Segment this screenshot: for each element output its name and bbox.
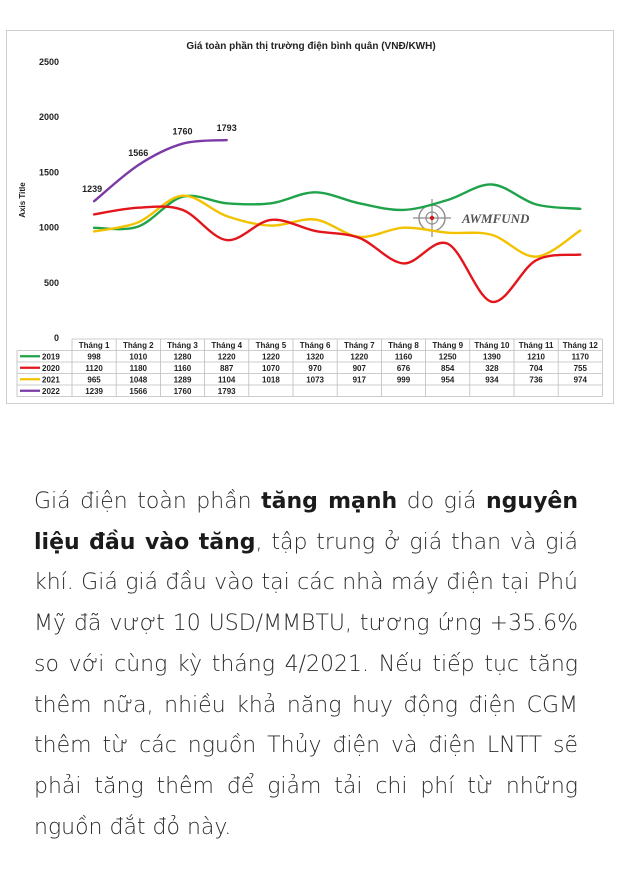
table-cell: 1220 [262,352,280,362]
table-header-cell: Tháng 10 [474,341,510,350]
table-cell: 965 [87,375,101,385]
table-cell: 1070 [262,363,280,373]
table-cell: 1793 [217,386,236,396]
table-header-cell: Tháng 9 [432,341,464,350]
table-cell: 1160 [173,363,192,373]
y-tick-label: 2500 [38,57,59,67]
table-cell: 974 [573,375,587,385]
data-label: 1566 [128,148,149,159]
table-cell: 1280 [173,352,192,362]
table-cell: 1160 [394,352,413,362]
table-cell: 1170 [571,352,589,362]
chart-container [6,30,614,404]
table-header-cell: Tháng 11 [518,341,554,350]
article-bold-2: nguyên liệu đầu vào tăng [34,489,578,555]
table-cell: 1180 [129,363,147,373]
data-label: 1239 [82,184,103,195]
table-cell: 755 [573,363,587,373]
table-cell: 1018 [262,375,280,385]
table-cell: 1104 [218,375,236,385]
y-axis-title: Axis Title [18,182,27,218]
table-cell: 676 [396,363,411,373]
article-bold-1: tăng mạnh [261,489,398,514]
table-cell: 1073 [306,375,324,385]
legend-label-2022: 2022 [42,386,60,396]
chart-title: Giá toàn phần thị trường điện bình quân (VNĐ/KWH) [186,41,436,52]
article-text-3: , tập trung ở giá than và giá khí. Giá giá đầu vào tại các nhà máy điện tại Phú Mỹ đã vượt 10 USD/MMBTU, tương ứng +35.6% so với cùng kỳ tháng 4/2021. Nếu tiếp tục tăng thêm nữa, nhiều khả năng huy động điện CGM thêm từ các nguồn Thủy điện và điện LNTT sẽ phải tăng thêm để giảm tải chi phí từ những nguồn đắt đỏ này. [34,529,578,840]
table-cell: 1010 [129,352,148,362]
table-header-cell: Tháng 6 [299,341,331,350]
article-text-2: do giá [397,489,486,514]
data-label: 1760 [172,126,193,137]
table-header-cell: Tháng 4 [211,341,243,350]
table-cell: 907 [352,363,366,373]
y-tick-label: 0 [53,333,59,343]
table-header-cell: Tháng 2 [122,341,154,350]
table-header-cell: Tháng 3 [167,341,198,350]
legend-label-2021: 2021 [42,375,60,385]
watermark-logo: AWMFUND [462,211,530,226]
y-tick-label: 500 [43,277,59,288]
y-tick-label: 1500 [38,167,59,178]
series-line-2022 [94,140,227,201]
table-cell: 1250 [438,352,457,362]
table-header-cell: Tháng 1 [78,341,110,350]
y-tick-label: 1000 [38,222,59,233]
table-cell: 1760 [173,386,192,396]
table-cell: 328 [485,363,499,373]
table-cell: 887 [220,363,234,373]
table-cell: 954 [441,375,455,385]
table-cell: 917 [352,375,366,385]
table-cell: 704 [529,363,543,373]
table-cell: 1048 [129,375,148,385]
table-cell: 736 [529,375,543,385]
table-cell: 1289 [173,375,192,385]
table-cell: 1220 [350,352,369,362]
table-cell: 999 [396,375,411,385]
table-header-cell: Tháng 5 [255,341,287,350]
article-text-1: Giá điện toàn phần [34,489,262,514]
legend-label-2020: 2020 [42,363,60,373]
y-tick-label: 2000 [38,112,59,123]
table-cell: 1239 [85,386,103,396]
table-cell: 854 [441,363,455,373]
table-header-cell: Tháng 7 [343,341,375,350]
table-cell: 1390 [483,352,501,362]
table-cell: 1566 [129,386,148,396]
table-cell: 970 [308,363,322,373]
legend-label-2019: 2019 [42,352,60,362]
data-label: 1793 [216,123,237,134]
table-cell: 1320 [306,352,324,362]
table-cell: 1220 [217,352,236,362]
line-chart [7,31,615,405]
article-paragraph [34,482,578,848]
table-cell: 998 [87,352,101,362]
table-cell: 934 [485,375,499,385]
table-cell: 1210 [527,352,545,362]
table-header-cell: Tháng 12 [562,341,598,350]
watermark-logo-dot [430,216,434,220]
table-cell: 1120 [85,363,103,373]
table-header-cell: Tháng 8 [388,341,419,350]
